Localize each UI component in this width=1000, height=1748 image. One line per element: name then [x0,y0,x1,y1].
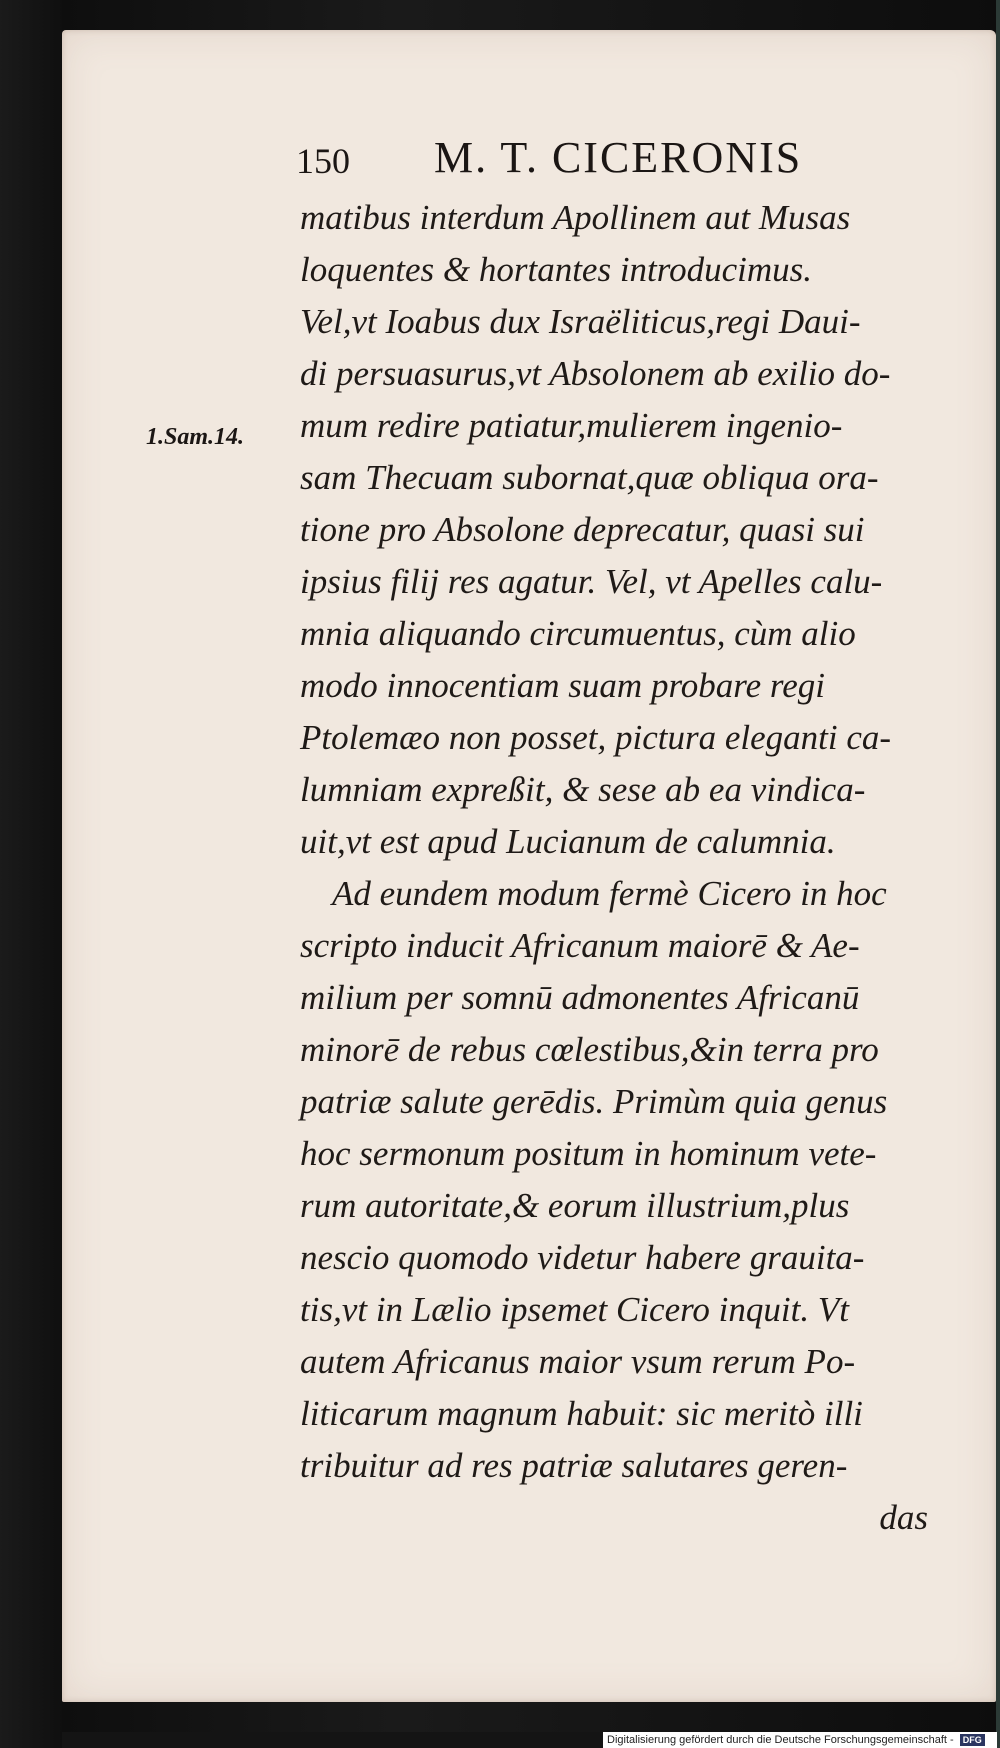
dfg-logo-icon: DFG [960,1734,985,1746]
text-line: hoc sermonum positum in hominum vete- [300,1134,877,1173]
text-line: modo innocentiam suam probare regi [300,666,825,705]
text-line: sam Thecuam subornat,quæ obliqua ora- [300,458,879,497]
running-title: M. T. CICERONIS [434,133,803,182]
text-line: patriæ salute gerēdis. Primùm quia genus [300,1082,888,1121]
margin-note: 1.Sam.14. [146,424,245,450]
text-line: tione pro Absolone deprecatur, quasi sui [300,510,865,549]
body-text [300,192,970,1544]
text-line: ipsius filij res agatur. Vel, vt Apelles calu- [300,562,883,601]
text-line: milium per somnū admonentes Africanū [300,978,860,1017]
funding-footer [603,1732,997,1748]
funding-notice: Digitalisierung gefördert durch die Deutsche Forschungsgemeinschaft - [607,1734,954,1746]
scan-border [996,0,1000,1748]
text-line: tis,vt in Lælio ipsemet Cicero inquit. Vt [300,1290,849,1329]
text-line: lumniam expreßit, & sese ab ea vindica- [300,770,866,809]
catchword: das [879,1498,928,1537]
text-line: autem Africanus maior vsum rerum Po- [300,1342,856,1381]
book-edge [0,0,62,1748]
text-line: tribuitur ad res patriæ salutares geren- [300,1446,848,1485]
footer-strip [62,1732,603,1748]
text-line: scripto inducit Africanum maiorē & Ae- [300,926,860,965]
text-line: di persuasurus,vt Absolonem ab exilio do- [300,354,891,393]
text-line: liticarum magnum habuit: sic meritò illi [300,1394,863,1433]
text-line: Ptolemæo non posset, pictura eleganti ca- [300,718,892,757]
text-line: mnia aliquando circumuentus, cùm alio [300,614,856,653]
page-number: 150 [296,141,350,181]
text-line-paragraph-start: Ad eundem modum fermè Cicero in hoc [332,874,887,913]
text-line: loquentes & hortantes introducimus. [300,250,813,289]
text-line: minorē de rebus cœlestibus,&in terra pro [300,1030,879,1069]
text-line: matibus interdum Apollinem aut Musas [300,198,851,237]
page-header [296,132,856,192]
text-line: rum autoritate,& eorum illustrium,plus [300,1186,850,1225]
text-line: nescio quomodo videtur habere grauita- [300,1238,865,1277]
text-line: Vel,vt Ioabus dux Israëliticus,regi Daui- [300,302,861,341]
text-line: uit,vt est apud Lucianum de calumnia. [300,822,836,861]
text-line: mum redire patiatur,mulierem ingenio- [300,406,843,445]
